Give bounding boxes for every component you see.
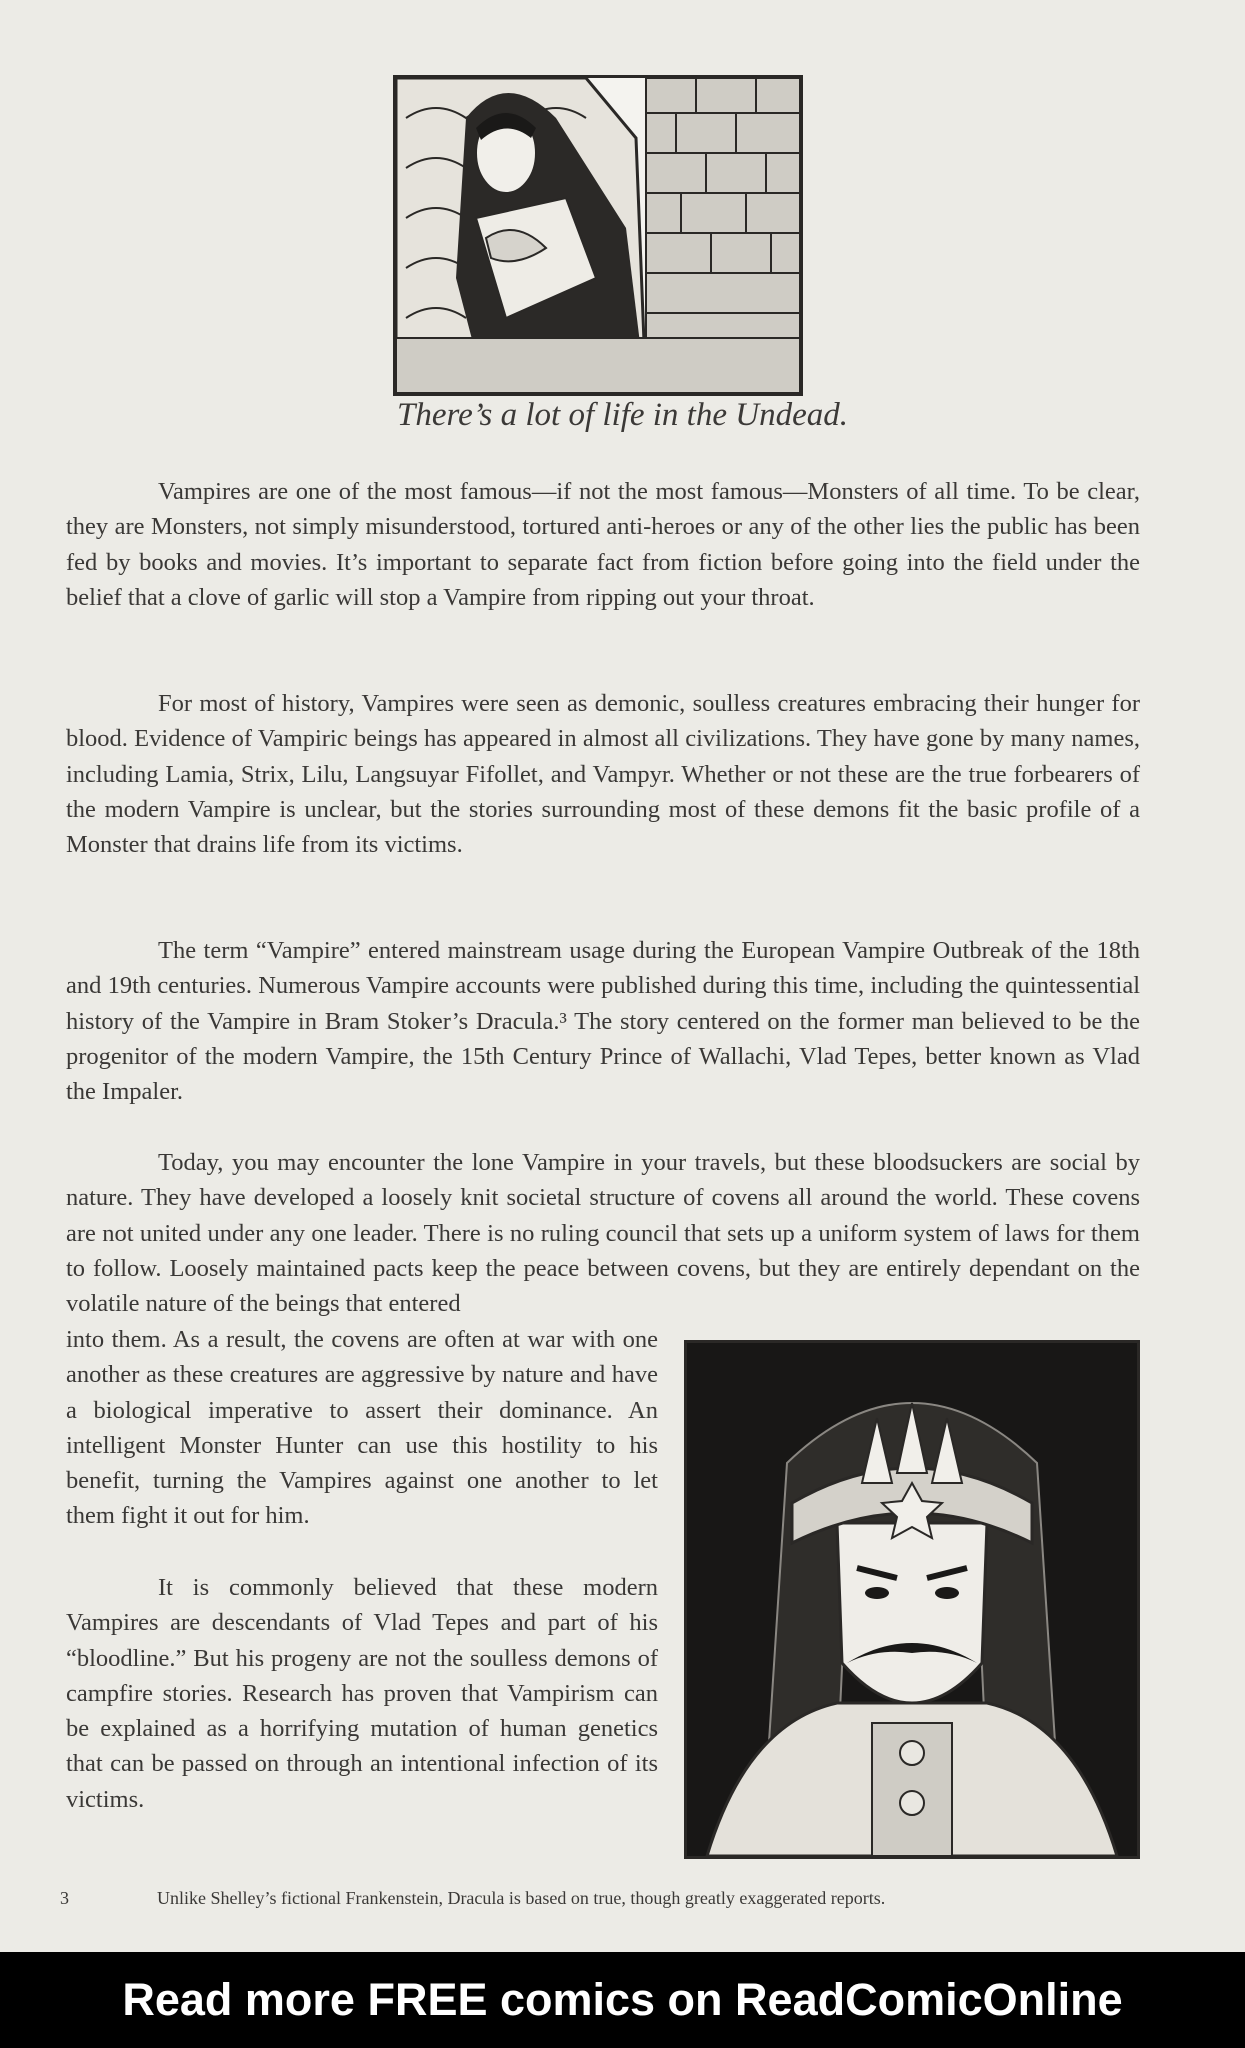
- paragraph-2: For most of history, Vampires were seen as demonic, soulless creatures embracing their hunger for blood. Evidence of Vampiric beings has appeared in almost all civilizations. They have gone by many names, including Lamia, Strix, Lilu, Langsuyar Fifollet, and Vampyr. Whether or not these are the true forbearers of the modern Vampire is unclear, but the stories surrounding most of these demons fit the basic profile of a Monster that drains life from its victims.: [66, 690, 1140, 859]
- promo-banner[interactable]: Read more FREE comics on ReadComicOnline: [0, 1952, 1245, 2048]
- vampire-coffin-drawing: [396, 78, 800, 393]
- footnote-text: Unlike Shelley’s fictional Frankenstein, Dracula is based on true, though greatly exaggerated reports.: [157, 1888, 886, 1908]
- vlad-tepes-illustration: [684, 1340, 1140, 1859]
- paragraph-5: It is commonly believed that these modern Vampires are descendants of Vlad Tepes and part of his “bloodline.” But his progeny are not the soulless demons of campfire stories. Research has proven that Vampirism can be explained as a horrifying mutation of human genetics that can be passed on through an intentional infection of its victims.: [66, 1574, 658, 1813]
- vlad-portrait-drawing: [687, 1343, 1137, 1856]
- image-caption: There’s a lot of life in the Undead.: [397, 397, 848, 433]
- page-number: 3: [60, 1888, 69, 1908]
- paragraph-1: Vampires are one of the most famous—if not the most famous—Monsters of all time. To be clear, they are Monsters, not simply misunderstood, tortured anti-heroes or any of the other lies the public has been fed by books and movies. It’s important to separate fact from fiction before going into the field under the belief that a clove of garlic will stop a Vampire from ripping out your throat.: [66, 478, 1140, 611]
- paragraph-4-continued: into them. As a result, the covens are often at war with one another as these creatures are aggressive by nature and have a biological imperative to assert their dominance. An intelligent Monster Hunter can use this hostility to his benefit, turning the Vampires against one another to let them fight it out for him.: [66, 1326, 658, 1530]
- paragraph-3: The term “Vampire” entered mainstream usage during the European Vampire Outbreak of the 18th and 19th centuries. Numerous Vampire accounts were published during this time, including the quintessential history of the Vampire in Bram Stoker’s Dracula.³ The story centered on the former man believed to be the progenitor of the modern Vampire, the 15th Century Prince of Wallachi, Vlad Tepes, better known as Vlad the Impaler.: [66, 937, 1140, 1106]
- paragraph-4: Today, you may encounter the lone Vampire in your travels, but these bloodsuckers are social by nature. They have developed a loosely knit societal structure of covens all around the world. These covens are not united under any one leader. There is no ruling council that sets up a uniform system of laws for them to follow. Loosely maintained pacts keep the peace between covens, but they are entirely dependant on the volatile nature of the beings that entered: [66, 1149, 1140, 1318]
- vampire-coffin-illustration: [393, 75, 803, 396]
